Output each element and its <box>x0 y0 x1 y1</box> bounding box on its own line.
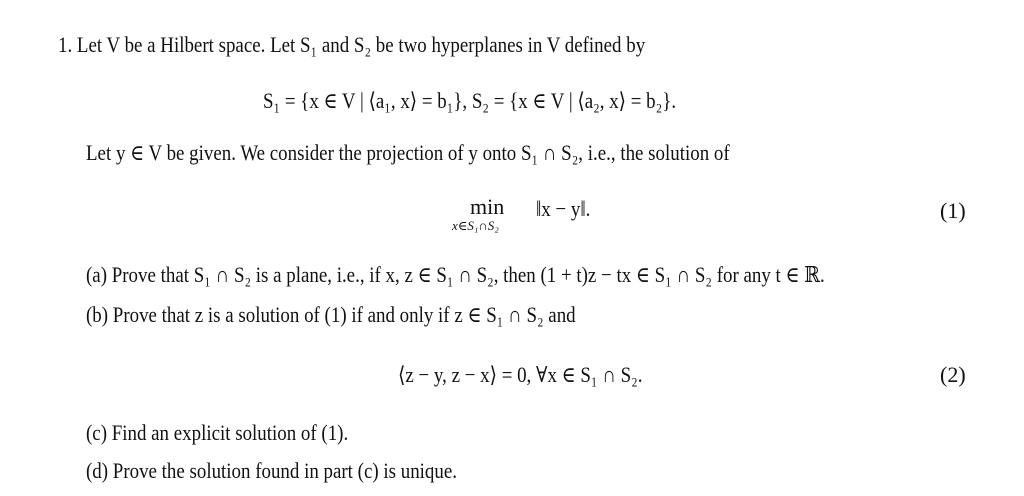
problem-intro: 1. Let V be a Hilbert space. Let S₁ and S₂ be two hyperplanes in V defined by <box>58 32 646 57</box>
equation-1-number: (1) <box>940 198 966 223</box>
part-a: (a) Prove that S₁ ∩ S₂ is a plane, i.e., if x, z ∈ S₁ ∩ S₂, then (1 + t)z − tx ∈ S₁ ∩ S₂ for any t ∈ ℝ. <box>86 262 825 287</box>
set-definitions-equation: S₁ = {x ∈ V | ⟨a₁, x⟩ = b₁}, S₂ = {x ∈ V | ⟨a₂, x⟩ = b₂}. <box>263 88 677 113</box>
orthogonality-equation: ⟨z − y, z − x⟩ = 0, ∀x ∈ S₁ ∩ S₂. <box>398 362 643 387</box>
min-objective: ‖x − y‖. <box>536 196 591 221</box>
min-subscript: x∈S₁∩S₂ <box>452 218 499 233</box>
part-b: (b) Prove that z is a solution of (1) if and only if z ∈ S₁ ∩ S₂ and <box>86 302 576 327</box>
equation-2-number: (2) <box>940 362 966 387</box>
projection-intro: Let y ∈ V be given. We consider the projection of y onto S₁ ∩ S₂, i.e., the solution of <box>86 140 730 165</box>
minimization-equation <box>450 194 650 242</box>
min-operator: min <box>470 194 505 219</box>
part-d: (d) Prove the solution found in part (c) is unique. <box>86 458 457 483</box>
part-c: (c) Find an explicit solution of (1). <box>86 420 349 445</box>
